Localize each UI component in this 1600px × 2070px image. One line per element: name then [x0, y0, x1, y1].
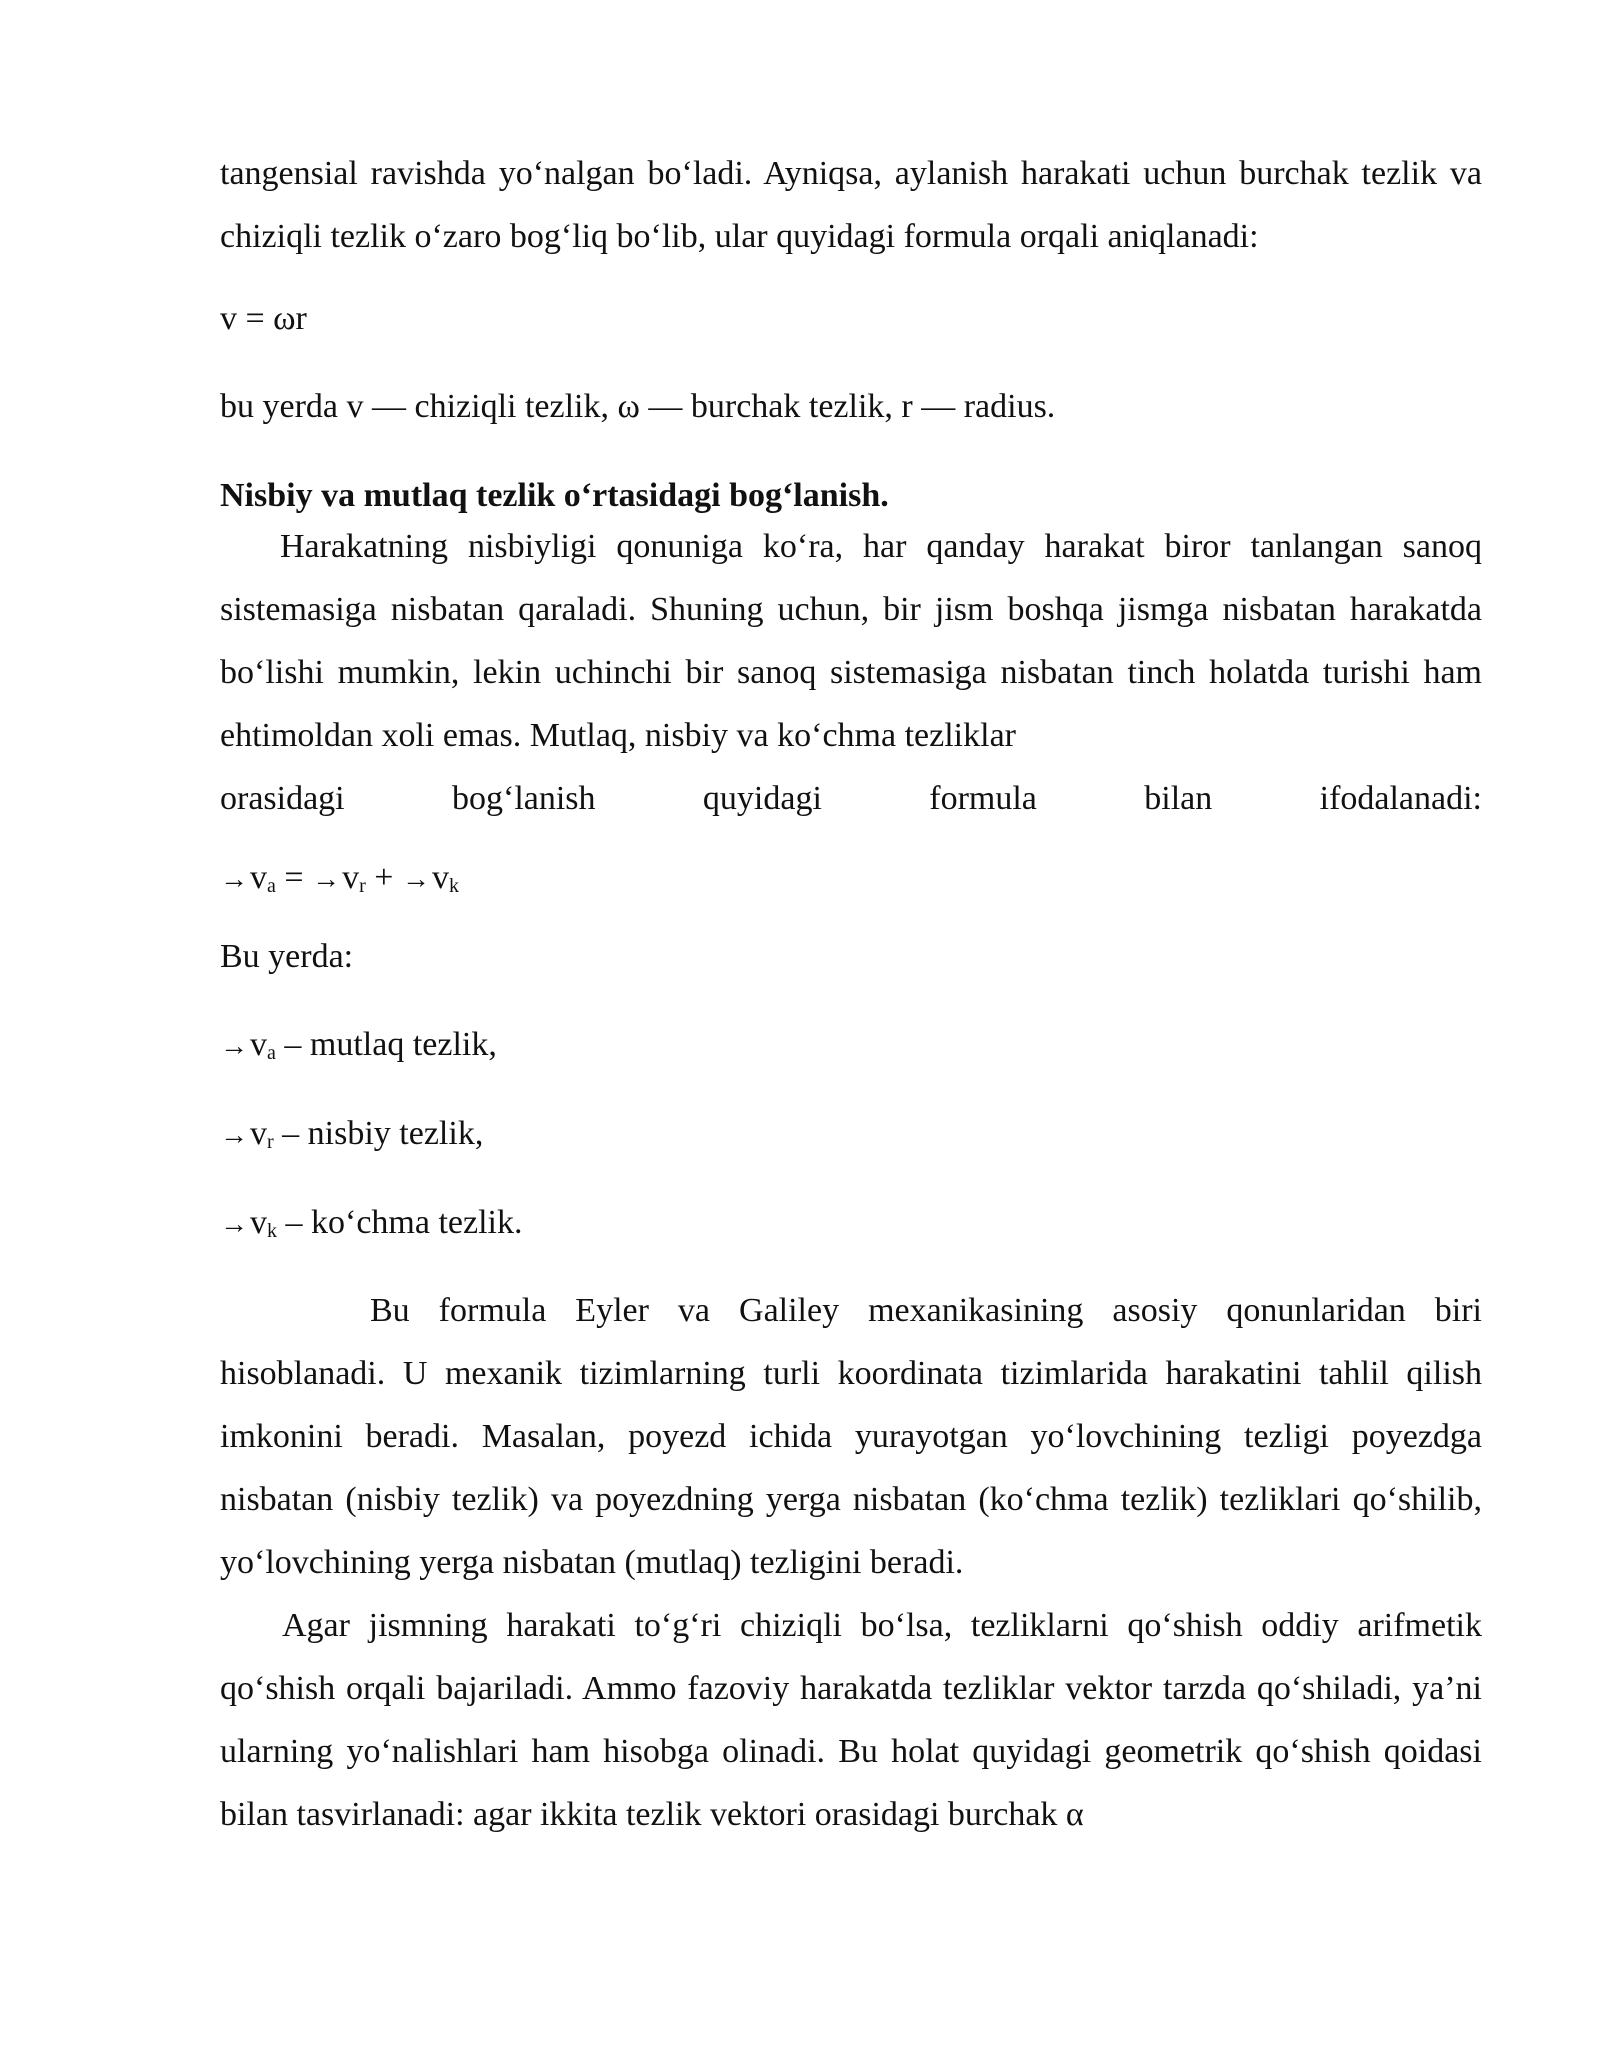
definition-absolute-velocity — [220, 1026, 497, 1064]
formula-velocity-addition — [220, 858, 459, 900]
vector-arrow-icon: → — [220, 1031, 248, 1062]
symbol-v: v — [342, 859, 360, 896]
vector-arrow-icon: → — [220, 1209, 248, 1240]
paragraph-relativity-last-line: orasidagi bog‘lanish quyidagi formula bilan ifodalanadi: — [220, 780, 1482, 817]
paragraph-definitions-v-omega-r: bu yerda v — chiziqli tezlik, ω — burchak tezlik, r — radius. — [220, 388, 1056, 425]
definition-text: – mutlaq tezlik, — [275, 1026, 497, 1063]
vector-arrow-icon: → — [401, 864, 430, 895]
vector-arrow-icon: → — [220, 1120, 248, 1151]
paragraph-vector-addition: Agar jismning harakati to‘g‘ri chiziqli bo‘lsa, tezliklarni qo‘shish oddiy arifmetik qo‘shish orqali bajariladi. Ammo fazoviy harakatda tezliklar vektor tarzda qo‘shiladi, ya’ni ularning yo‘nalishlari ham hisobga olinadi. Bu holat quyidagi geometrik qo‘shish qoidasi bilan tasvirlanadi: agar ikkita tezlik vektori orasidagi burchak α — [220, 1607, 1482, 1833]
symbol-v: v — [250, 1204, 267, 1241]
subscript-r: r — [267, 1131, 274, 1153]
paragraph-tangential: tangensial ravishda yo‘nalgan bo‘ladi. Ayniqsa, aylanish harakati uchun burchak tezlik va chiziqli tezlik o‘zaro bog‘liq bo‘lib, ular quyidagi formula orqali aniqlanadi: — [220, 155, 1482, 255]
definition-text: – ko‘chma tezlik. — [277, 1204, 523, 1241]
equals-sign: = — [275, 859, 313, 896]
definition-relative-velocity — [220, 1115, 483, 1153]
definition-text: – nisbiy tezlik, — [273, 1115, 484, 1152]
section-heading: Nisbiy va mutlaq tezlik o‘rtasidagi bog‘lanish. — [220, 477, 889, 514]
symbol-v: v — [250, 1115, 267, 1152]
subscript-a: a — [267, 1042, 276, 1064]
symbol-v: v — [431, 859, 449, 896]
paragraph-relativity-body: Harakatning nisbiyligi qonuniga ko‘ra, har qanday harakat biror tanlangan sanoq sistemasiga nisbatan qaraladi. Shuning uchun, bir jism boshqa jismga nisbatan harakatda bo‘lishi mumkin, lekin uchinchi bir sanoq sistemasiga nisbatan tinch holatda turishi ham ehtimoldan xoli emas. Mutlaq, nisbiy va ko‘chma tezliklar — [220, 528, 1482, 754]
subscript-r: r — [359, 875, 366, 897]
symbol-v: v — [250, 859, 267, 896]
formula-linear-velocity: v = ωr — [220, 300, 307, 337]
definition-transport-velocity — [220, 1204, 522, 1242]
paragraph-relativity — [220, 515, 1482, 830]
vector-arrow-icon: → — [312, 864, 341, 895]
symbol-v: v — [250, 1026, 267, 1063]
paragraph-euler-galilei: Bu formula Eyler va Galiley mexanikasining asosiy qonunlaridan biri hisoblanadi. U mexanik tizimlarning turli koordinata tizimlarida harakatini tahlil qilish imkonini beradi. Masalan, poyezd ichida yurayotgan yo‘lovchining tezligi poyezdga nisbatan (nisbiy tezlik) va poyezdning yerga nisbatan (ko‘chma tezlik) tezliklari qo‘shilib, yo‘lovchining yerga nisbatan (mutlaq) tezligini beradi. — [220, 1292, 1482, 1581]
plus-sign: + — [365, 859, 402, 896]
subscript-k: k — [448, 875, 459, 897]
bu-yerda-label: Bu yerda: — [220, 938, 354, 975]
subscript-a: a — [267, 875, 276, 897]
subscript-k: k — [267, 1220, 277, 1242]
vector-arrow-icon: → — [220, 864, 248, 895]
